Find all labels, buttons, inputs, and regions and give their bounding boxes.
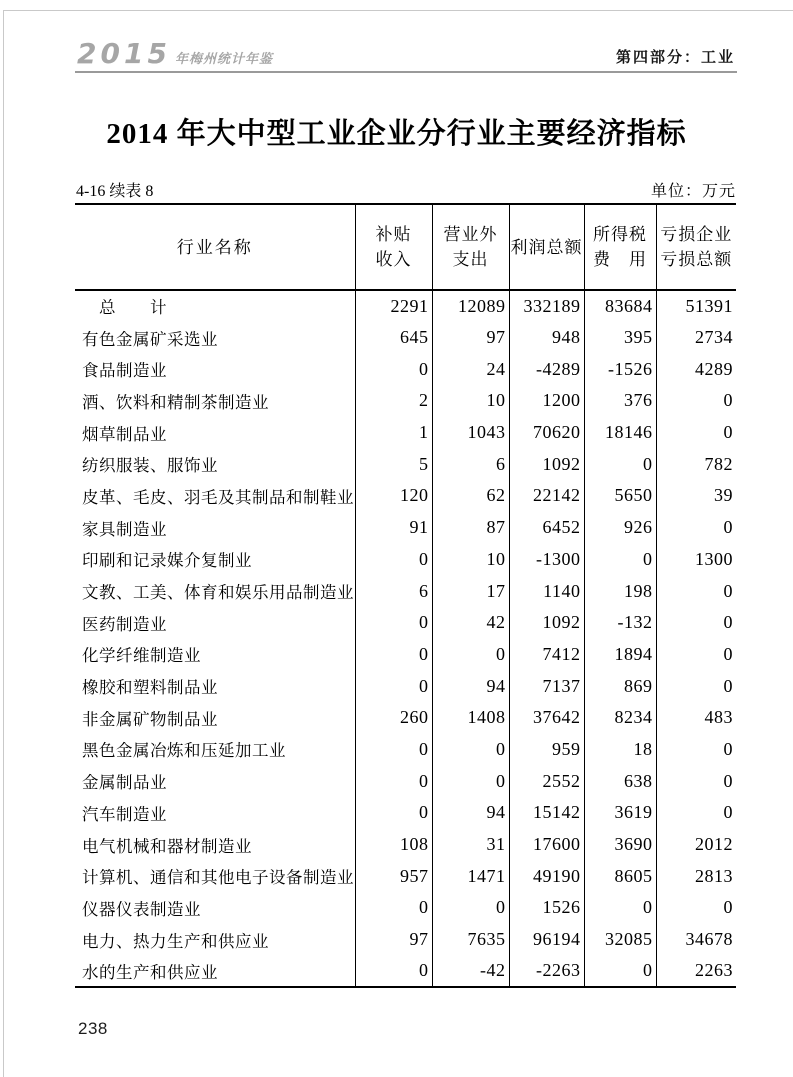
value-cell-loss-enterprise-total: 2263 bbox=[656, 955, 736, 987]
table-row bbox=[75, 353, 736, 385]
value-cell-subsidy-income: 0 bbox=[355, 734, 432, 766]
value-cell-income-tax-expense: -132 bbox=[584, 607, 656, 639]
industry-name-cell: 酒、饮料和精制茶制造业 bbox=[82, 392, 269, 412]
value-cell-subsidy-income: 0 bbox=[355, 765, 432, 797]
value-cell-income-tax-expense: 3619 bbox=[584, 797, 656, 829]
value-cell-total-profit: 15142 bbox=[509, 797, 584, 829]
value-cell-income-tax-expense: 395 bbox=[584, 322, 656, 354]
column-header-income-tax-expense bbox=[584, 204, 656, 290]
value-cell-total-profit: -4289 bbox=[509, 353, 584, 385]
table-row bbox=[75, 512, 736, 544]
value-cell-loss-enterprise-total: 483 bbox=[656, 702, 736, 734]
value-cell-income-tax-expense: 5650 bbox=[584, 480, 656, 512]
column-header-line: 支出 bbox=[452, 250, 489, 269]
table-row bbox=[75, 448, 736, 480]
value-cell-income-tax-expense: -1526 bbox=[584, 353, 656, 385]
value-cell-non-operating-expense: 0 bbox=[432, 639, 509, 671]
value-cell-loss-enterprise-total: 51391 bbox=[656, 290, 736, 322]
value-cell-income-tax-expense: 18146 bbox=[584, 417, 656, 449]
value-cell-total-profit: 49190 bbox=[509, 860, 584, 892]
value-cell-total-profit: -2263 bbox=[509, 955, 584, 987]
value-cell-loss-enterprise-total: 0 bbox=[656, 670, 736, 702]
value-cell-income-tax-expense: 0 bbox=[584, 544, 656, 576]
value-cell-non-operating-expense: 94 bbox=[432, 797, 509, 829]
table-row bbox=[75, 860, 736, 892]
column-header-line: 亏损总额 bbox=[660, 250, 733, 269]
value-cell-total-profit: 948 bbox=[509, 322, 584, 354]
industry-name-cell: 电力、热力生产和供应业 bbox=[82, 931, 269, 951]
value-cell-subsidy-income: 1 bbox=[355, 417, 432, 449]
running-header bbox=[75, 37, 737, 73]
value-cell-non-operating-expense: 62 bbox=[432, 480, 509, 512]
table-row bbox=[75, 702, 736, 734]
value-cell-subsidy-income: 0 bbox=[355, 670, 432, 702]
value-cell-subsidy-income: 0 bbox=[355, 639, 432, 671]
value-cell-income-tax-expense: 376 bbox=[584, 385, 656, 417]
industry-name-cell: 电气机械和器材制造业 bbox=[82, 836, 252, 856]
value-cell-non-operating-expense: 1471 bbox=[432, 860, 509, 892]
industry-name-cell: 金属制品业 bbox=[82, 773, 167, 793]
logo-year-text: 2015 bbox=[77, 37, 171, 70]
industry-name-cell: 橡胶和塑料制品业 bbox=[82, 678, 218, 698]
statistics-table-container bbox=[75, 203, 736, 988]
value-cell-subsidy-income: 645 bbox=[355, 322, 432, 354]
value-cell-loss-enterprise-total: 0 bbox=[656, 607, 736, 639]
value-cell-non-operating-expense: 12089 bbox=[432, 290, 509, 322]
value-cell-total-profit: 1200 bbox=[509, 385, 584, 417]
value-cell-subsidy-income: 97 bbox=[355, 924, 432, 956]
section-label: 第四部分：工业 bbox=[615, 49, 735, 66]
value-cell-income-tax-expense: 8605 bbox=[584, 860, 656, 892]
value-cell-loss-enterprise-total: 1300 bbox=[656, 544, 736, 576]
column-header-subsidy-income bbox=[355, 204, 432, 290]
value-cell-subsidy-income: 2 bbox=[355, 385, 432, 417]
value-cell-non-operating-expense: 17 bbox=[432, 575, 509, 607]
value-cell-subsidy-income: 0 bbox=[355, 607, 432, 639]
table-row bbox=[75, 892, 736, 924]
value-cell-subsidy-income: 957 bbox=[355, 860, 432, 892]
value-cell-loss-enterprise-total: 34678 bbox=[656, 924, 736, 956]
column-header-line: 利润总额 bbox=[510, 237, 583, 257]
value-cell-loss-enterprise-total: 39 bbox=[656, 480, 736, 512]
value-cell-total-profit: 22142 bbox=[509, 480, 584, 512]
value-cell-income-tax-expense: 638 bbox=[584, 765, 656, 797]
value-cell-non-operating-expense: -42 bbox=[432, 955, 509, 987]
column-header-line: 亏损企业 bbox=[660, 225, 733, 244]
table-row bbox=[75, 829, 736, 861]
column-header-industry-name bbox=[75, 204, 355, 290]
value-cell-loss-enterprise-total: 4289 bbox=[656, 353, 736, 385]
page-number: 238 bbox=[78, 1019, 108, 1038]
column-header-line: 收入 bbox=[375, 250, 412, 269]
value-cell-subsidy-income: 0 bbox=[355, 797, 432, 829]
logo-yearbook-name: 年梅州统计年鉴 bbox=[174, 52, 273, 67]
value-cell-subsidy-income: 91 bbox=[355, 512, 432, 544]
industry-name-cell: 化学纤维制造业 bbox=[82, 646, 201, 666]
value-cell-total-profit: 1526 bbox=[509, 892, 584, 924]
value-cell-non-operating-expense: 0 bbox=[432, 734, 509, 766]
table-row bbox=[75, 765, 736, 797]
value-cell-subsidy-income: 108 bbox=[355, 829, 432, 861]
table-row bbox=[75, 955, 736, 987]
value-cell-total-profit: 332189 bbox=[509, 290, 584, 322]
value-cell-total-profit: 37642 bbox=[509, 702, 584, 734]
value-cell-income-tax-expense: 1894 bbox=[584, 639, 656, 671]
column-header-loss-enterprise-total bbox=[656, 204, 736, 290]
industry-name-cell: 非金属矿物制品业 bbox=[82, 709, 218, 729]
value-cell-subsidy-income: 5 bbox=[355, 448, 432, 480]
table-row bbox=[75, 575, 736, 607]
value-cell-total-profit: -1300 bbox=[509, 544, 584, 576]
value-cell-income-tax-expense: 32085 bbox=[584, 924, 656, 956]
table-number-label: 4-16 续表 8 bbox=[76, 183, 154, 200]
value-cell-total-profit: 1092 bbox=[509, 607, 584, 639]
table-row bbox=[75, 322, 736, 354]
value-cell-non-operating-expense: 10 bbox=[432, 544, 509, 576]
industry-name-cell: 仪器仪表制造业 bbox=[82, 899, 201, 919]
table-row bbox=[75, 417, 736, 449]
value-cell-non-operating-expense: 24 bbox=[432, 353, 509, 385]
value-cell-loss-enterprise-total: 2813 bbox=[656, 860, 736, 892]
value-cell-non-operating-expense: 10 bbox=[432, 385, 509, 417]
table-row bbox=[75, 544, 736, 576]
value-cell-loss-enterprise-total: 0 bbox=[656, 639, 736, 671]
industry-name-cell: 文教、工美、体育和娱乐用品制造业 bbox=[82, 583, 354, 603]
value-cell-total-profit: 1140 bbox=[509, 575, 584, 607]
industry-name-cell: 黑色金属冶炼和压延加工业 bbox=[82, 741, 286, 761]
statistics-table bbox=[75, 203, 736, 988]
value-cell-income-tax-expense: 0 bbox=[584, 955, 656, 987]
value-cell-income-tax-expense: 198 bbox=[584, 575, 656, 607]
table-header-row bbox=[75, 204, 736, 290]
value-cell-loss-enterprise-total: 2734 bbox=[656, 322, 736, 354]
value-cell-income-tax-expense: 926 bbox=[584, 512, 656, 544]
industry-name-cell: 总 计 bbox=[82, 298, 167, 318]
column-header-non-operating-expense bbox=[432, 204, 509, 290]
value-cell-non-operating-expense: 31 bbox=[432, 829, 509, 861]
value-cell-loss-enterprise-total: 0 bbox=[656, 512, 736, 544]
value-cell-total-profit: 96194 bbox=[509, 924, 584, 956]
value-cell-non-operating-expense: 0 bbox=[432, 892, 509, 924]
value-cell-total-profit: 6452 bbox=[509, 512, 584, 544]
value-cell-subsidy-income: 6 bbox=[355, 575, 432, 607]
table-row bbox=[75, 607, 736, 639]
value-cell-loss-enterprise-total: 0 bbox=[656, 385, 736, 417]
table-row bbox=[75, 385, 736, 417]
table-row bbox=[75, 797, 736, 829]
table-row bbox=[75, 670, 736, 702]
value-cell-non-operating-expense: 87 bbox=[432, 512, 509, 544]
value-cell-loss-enterprise-total: 2012 bbox=[656, 829, 736, 861]
column-header-line: 营业外 bbox=[443, 225, 498, 244]
table-body bbox=[75, 290, 736, 987]
value-cell-loss-enterprise-total: 0 bbox=[656, 892, 736, 924]
value-cell-non-operating-expense: 6 bbox=[432, 448, 509, 480]
industry-name-cell: 食品制造业 bbox=[82, 361, 167, 381]
value-cell-non-operating-expense: 94 bbox=[432, 670, 509, 702]
industry-name-cell: 烟草制品业 bbox=[82, 424, 167, 444]
value-cell-loss-enterprise-total: 0 bbox=[656, 575, 736, 607]
table-meta-row bbox=[75, 177, 736, 201]
value-cell-non-operating-expense: 97 bbox=[432, 322, 509, 354]
value-cell-total-profit: 7137 bbox=[509, 670, 584, 702]
industry-name-cell: 计算机、通信和其他电子设备制造业 bbox=[82, 868, 354, 888]
value-cell-total-profit: 70620 bbox=[509, 417, 584, 449]
value-cell-non-operating-expense: 1043 bbox=[432, 417, 509, 449]
value-cell-subsidy-income: 120 bbox=[355, 480, 432, 512]
industry-name-cell: 皮革、毛皮、羽毛及其制品和制鞋业 bbox=[82, 487, 354, 507]
column-header-line: 补贴 bbox=[375, 225, 412, 244]
value-cell-income-tax-expense: 83684 bbox=[584, 290, 656, 322]
value-cell-total-profit: 7412 bbox=[509, 639, 584, 671]
unit-label: 单位：万元 bbox=[650, 183, 736, 200]
industry-name-cell: 水的生产和供应业 bbox=[82, 962, 218, 982]
page-title: 2014 年大中型工业企业分行业主要经济指标 bbox=[106, 118, 687, 150]
industry-name-cell: 纺织服装、服饰业 bbox=[82, 456, 218, 476]
yearbook-logo bbox=[77, 37, 273, 70]
column-header-line: 行业名称 bbox=[176, 237, 253, 257]
industry-name-cell: 有色金属矿采选业 bbox=[82, 329, 218, 349]
table-header bbox=[75, 204, 736, 290]
table-row bbox=[75, 480, 736, 512]
value-cell-subsidy-income: 0 bbox=[355, 955, 432, 987]
value-cell-income-tax-expense: 8234 bbox=[584, 702, 656, 734]
value-cell-subsidy-income: 0 bbox=[355, 353, 432, 385]
industry-name-cell: 汽车制造业 bbox=[82, 804, 167, 824]
value-cell-non-operating-expense: 1408 bbox=[432, 702, 509, 734]
value-cell-income-tax-expense: 0 bbox=[584, 892, 656, 924]
industry-name-cell: 医药制造业 bbox=[82, 614, 167, 634]
value-cell-income-tax-expense: 3690 bbox=[584, 829, 656, 861]
table-row bbox=[75, 290, 736, 322]
table-row bbox=[75, 734, 736, 766]
value-cell-loss-enterprise-total: 782 bbox=[656, 448, 736, 480]
value-cell-loss-enterprise-total: 0 bbox=[656, 797, 736, 829]
value-cell-income-tax-expense: 869 bbox=[584, 670, 656, 702]
column-header-line: 所得税 bbox=[593, 225, 647, 244]
value-cell-subsidy-income: 0 bbox=[355, 544, 432, 576]
value-cell-subsidy-income: 260 bbox=[355, 702, 432, 734]
industry-name-cell: 印刷和记录媒介复制业 bbox=[82, 551, 252, 571]
industry-name-cell: 家具制造业 bbox=[82, 519, 167, 539]
value-cell-income-tax-expense: 0 bbox=[584, 448, 656, 480]
value-cell-subsidy-income: 0 bbox=[355, 892, 432, 924]
value-cell-loss-enterprise-total: 0 bbox=[656, 765, 736, 797]
value-cell-subsidy-income: 2291 bbox=[355, 290, 432, 322]
value-cell-loss-enterprise-total: 0 bbox=[656, 734, 736, 766]
value-cell-loss-enterprise-total: 0 bbox=[656, 417, 736, 449]
value-cell-income-tax-expense: 18 bbox=[584, 734, 656, 766]
value-cell-total-profit: 17600 bbox=[509, 829, 584, 861]
value-cell-non-operating-expense: 0 bbox=[432, 765, 509, 797]
column-header-total-profit bbox=[509, 204, 584, 290]
value-cell-non-operating-expense: 42 bbox=[432, 607, 509, 639]
value-cell-total-profit: 959 bbox=[509, 734, 584, 766]
column-header-line: 费 用 bbox=[593, 250, 647, 269]
value-cell-total-profit: 1092 bbox=[509, 448, 584, 480]
table-row bbox=[75, 924, 736, 956]
value-cell-non-operating-expense: 7635 bbox=[432, 924, 509, 956]
value-cell-total-profit: 2552 bbox=[509, 765, 584, 797]
table-row bbox=[75, 639, 736, 671]
